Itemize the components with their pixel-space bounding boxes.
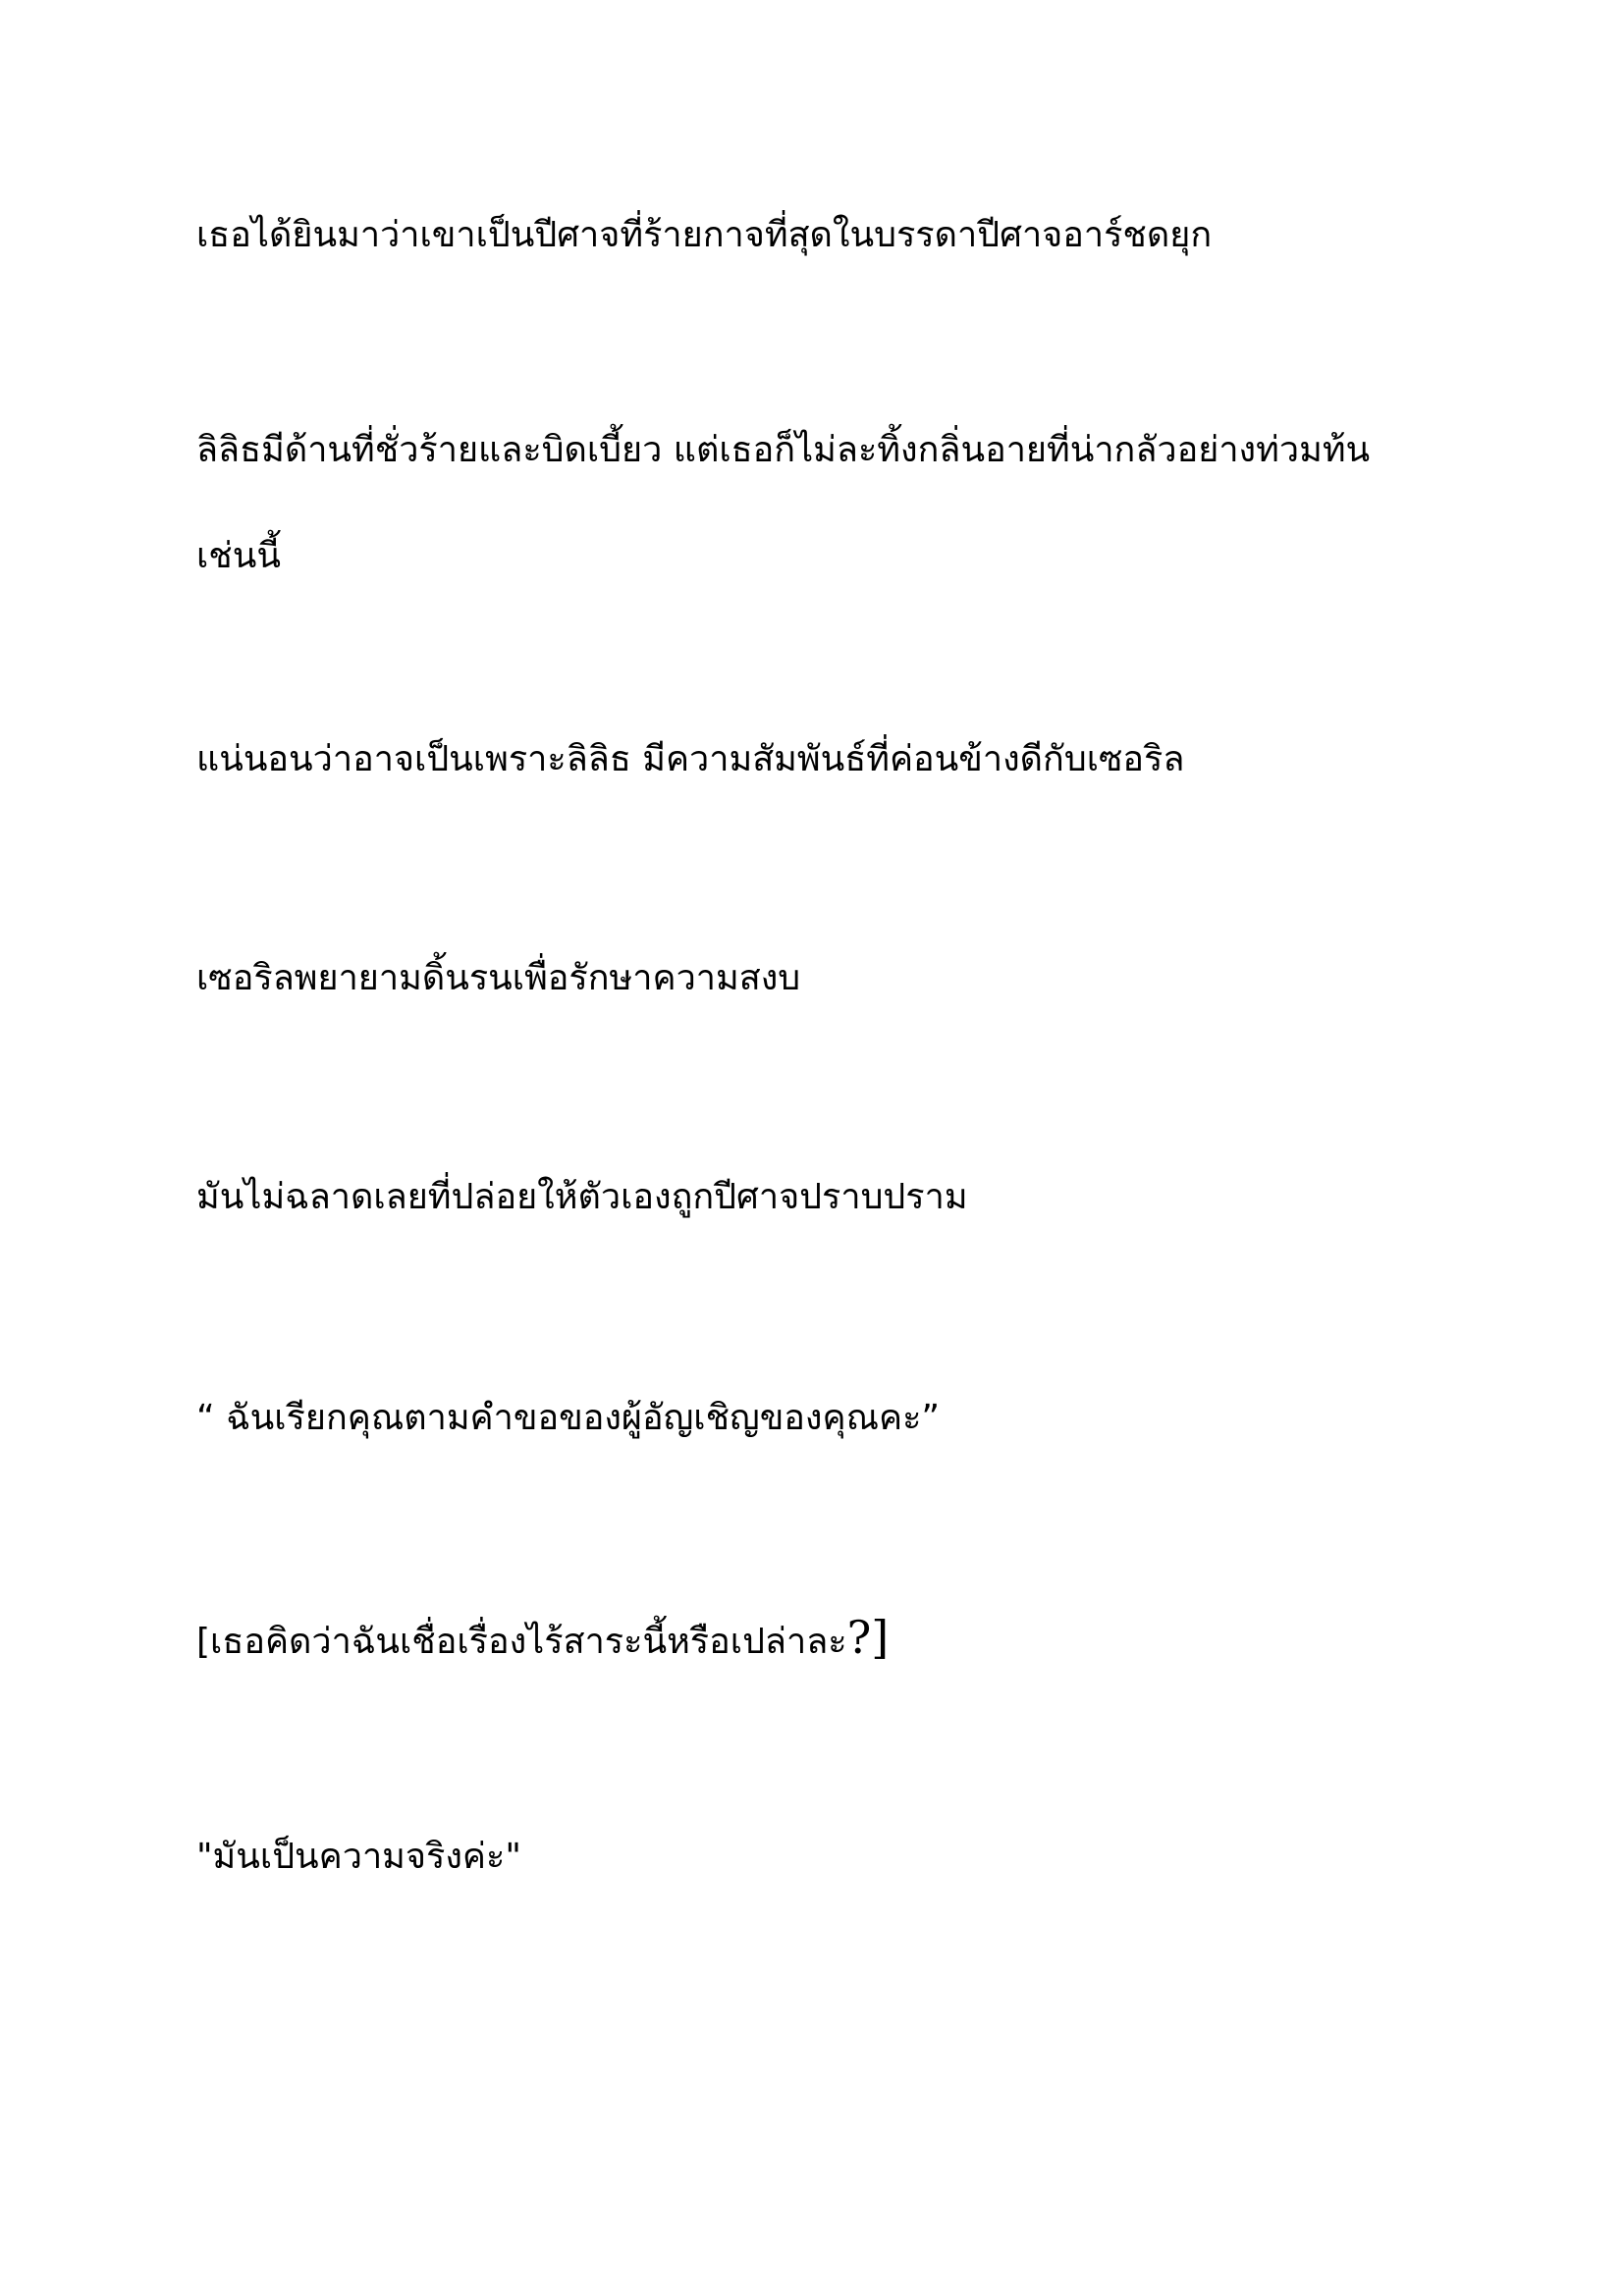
paragraph-1: เธอได้ยินมาว่าเขาเป็นปีศาจที่ร้ายกาจที่สุดในบรรดาปีศาจอาร์ชดยุก xyxy=(196,215,1213,255)
paragraph-6: “ ฉันเรียกคุณตามคำขอของผู้อัญเชิญของคุณคะ” xyxy=(196,1398,941,1438)
paragraph-7 xyxy=(196,1584,1414,1695)
paragraph-2: ลิลิธมีด้านที่ชั่วร้ายและบิดเบี้ยว แต่เธอก็ไม่ละทิ้งกลิ่นอายที่น่ากลัวอย่างท่วมท้นเช่นนี้ xyxy=(196,430,1371,576)
paragraph-7-text: [เธอคิดว่าฉันเชื่อเรื่องไร้สาระนี้หรือเปล่าละ xyxy=(196,1622,847,1662)
paragraph-4: เซอริลพยายามดิ้นรนเพื่อรักษาความสงบ xyxy=(196,958,801,998)
paragraph-7-question-bracket: ?] xyxy=(846,1611,890,1664)
paragraph-8: "มันเป็นความจริงค่ะ" xyxy=(196,1837,521,1877)
paragraph-5: มันไม่ฉลาดเลยที่ปล่อยให้ตัวเองถูกปีศาจปราบปราม xyxy=(196,1177,968,1217)
paragraph-3: แน่นอนว่าอาจเป็นเพราะลิลิธ มีความสัมพันธ์ที่ค่อนข้างดีกับเซอริล xyxy=(196,739,1185,779)
